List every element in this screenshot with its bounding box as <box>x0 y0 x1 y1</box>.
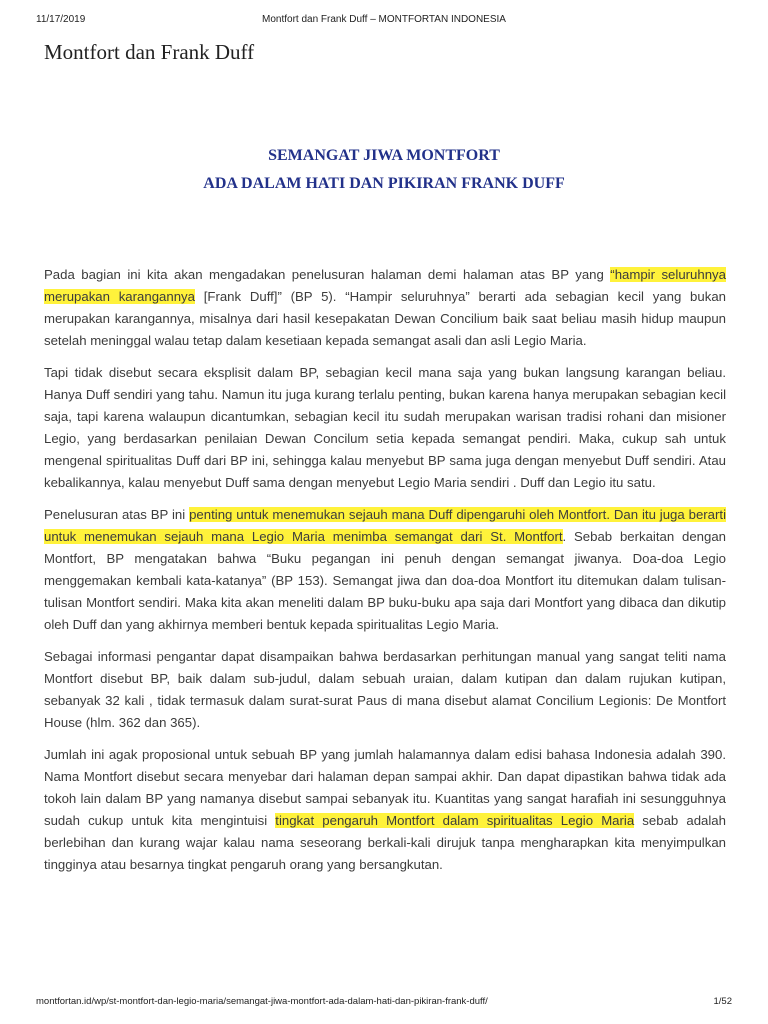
paragraph-5 <box>44 744 726 876</box>
heading-line-1: SEMANGAT JIWA MONTFORT <box>268 147 500 164</box>
paragraph-3-text-a: Penelusuran atas BP ini <box>44 507 190 522</box>
print-page-title: Montfort dan Frank Duff – MONTFORTAN INDONESIA <box>262 14 506 25</box>
page-url-link[interactable]: montfortan.id/wp/st-montfort-dan-legio-maria/semangat-jiwa-montfort-ada-dalam-hati-dan-pikiran-frank-duff/ <box>36 996 488 1007</box>
print-footer <box>36 996 732 1010</box>
page-title: Montfort dan Frank Duff <box>44 40 255 64</box>
article-heading <box>0 142 768 198</box>
paragraph-2: Tapi tidak disebut secara eksplisit dalam BP, sebagian kecil mana saja yang bukan langsung karangan beliau. Hanya Duff sendiri yang tahu. Namun itu juga kurang terlalu penting, bukan karena hanya merupakan sebagian kecil saja, tapi karena walaupun dicantumkan, sebagian kecil itu sudah merupakan warisan tradisi rohani dan misioner Legio, yang berdasarkan penilaian Dewan Concilum setia kepada semangat pendiri. Maka, cukup sah untuk mengenal spiritualitas Duff dari BP ini, sehingga kalau menyebut BP sama juga dengan menyebut Duff sendiri. Atau kebalikannya, kalau menyebut Duff sama dengan menyebut Legio Maria sendiri . Duff dan Legio itu satu. <box>44 365 726 490</box>
paragraph-5-text-b: sebab adalah berlebihan dan kurang wajar kalau nama seseorang berkali-kali dirujuk tanpa mengharapkan kita menyimpulkan tingginya atau besarnya tingkat pengaruh orang yang bersangkutan. <box>44 813 726 872</box>
heading-line-2: ADA DALAM HATI DAN PIKIRAN FRANK DUFF <box>203 175 565 192</box>
paragraph-5-text-a: Jumlah ini agak proposional untuk sebuah BP yang jumlah halamannya dalam edisi bahasa Indonesia adalah 390. Nama Montfort disebut secara menyebar dari halaman depan sampai akhir. Dan dapat dipastikan bahwa tidak ada tokoh lain dalam BP yang namanya disebut sampai sebanyak itu. Kuantitas yang sangat harafiah ini sesungguhnya sudah cukup untuk kita mengintuisi <box>44 747 726 828</box>
paragraph-1-text-b: [Frank Duff]” (BP 5). “Hampir seluruhnya” berarti ada sebagian kecil yang bukan merupakan karangannya, misalnya dari hasil kesepakatan Dewan Concilium baik saat beliau masih hidup maupun setelah meninggal walau tetap dalam kesetiaan kepada semangat asali dan asli Legio Maria. <box>44 289 726 348</box>
paragraph-5-highlight: tingkat pengaruh Montfort dalam spiritualitas Legio Maria <box>275 813 635 828</box>
paragraph-3-text-b: . Sebab berkaitan dengan Montfort, BP mengatakan bahwa “Buku pegangan ini penuh dengan semangat jiwanya. Doa-doa Legio menggemakan kembali kata-katanya” (BP 153). Semangat jiwa dan doa-doa Montfort itu ditemukan dalam tulisan-tulisan Montfort sendiri. Maka kita akan meneliti dalam BP buku-buku apa saja dari Montfort yang dibaca dan dikutip oleh Duff dan yang akhirnya memberi bentuk kepada spiritualitas Legio Maria. <box>44 529 726 632</box>
page-number: 1/52 <box>713 996 732 1007</box>
paragraph-1-text-a: Pada bagian ini kita akan mengadakan penelusuran halaman demi halaman atas BP yang <box>44 267 611 282</box>
paragraph-1 <box>44 264 726 352</box>
paragraph-3-highlight: penting untuk menemukan sejauh mana Duff dipengaruhi oleh Montfort. Dan itu juga berarti untuk menemukan sejauh mana Legio Maria menimba semangat dari St. Montfort <box>44 507 726 544</box>
print-date: 11/17/2019 <box>36 14 86 25</box>
print-header <box>36 14 732 30</box>
article-body <box>44 264 726 886</box>
paragraph-3 <box>44 504 726 636</box>
paragraph-1-highlight: “hampir seluruhnya merupakan karangannya <box>44 267 726 304</box>
paragraph-4: Sebagai informasi pengantar dapat disampaikan bahwa berdasarkan perhitungan manual yang sangat teliti nama Montfort disebut BP, baik dalam sub-judul, dalam sebuah uraian, dalam kutipan dan dalam rujukan kutipan, sebanyak 32 kali , tidak termasuk dalam surat-surat Paus di mana disebut alamat Concilium Legionis: De Montfort House (hlm. 362 dan 365). <box>44 649 726 730</box>
